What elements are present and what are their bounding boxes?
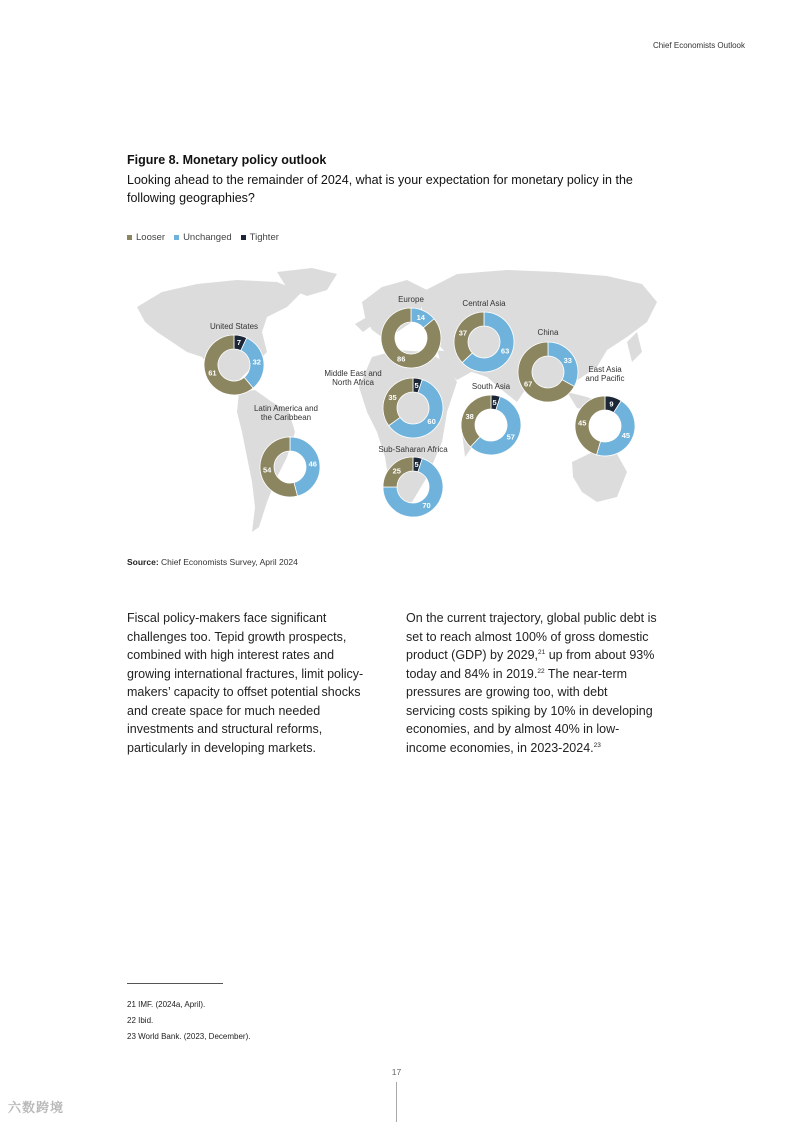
donut-value-label: 46 [308,459,317,469]
region-label: Central Asia [462,299,506,308]
donut-value-label: 5 [414,459,419,469]
legend-item-looser [127,232,165,243]
region-label: Europe [398,295,424,304]
body-text: On the current trajectory, global public debt is set to reach almost 100% of gross domestic product (GDP) by 2029, [406,611,657,662]
donut-value-label: 67 [524,379,533,389]
donut-value-label: 54 [263,465,272,475]
body-column-left: Fiscal policy-makers face significant challenges too. Tepid growth prospects, combined with high interest rates and growing international fractures, limit policy-makers’ capacity to offset potential shocks and create space for much needed investments and structural reforms, particularly in developing markets. [127,611,364,755]
legend-label: Looser [136,232,166,243]
donut-value-label: 60 [427,417,436,427]
donut-value-label: 61 [208,368,217,378]
body-text: up from about 93% today and 84% in 2019. [406,648,655,681]
legend-label: Unchanged [183,232,232,243]
running-header: Chief Economists Outlook [652,41,745,50]
figure-source [127,557,298,567]
legend-label: Tighter [249,232,279,243]
footnote-ref[interactable]: 23 [593,741,601,749]
footnotes [127,997,250,1045]
region-label: South Asia [471,382,511,391]
donut-value-label: 14 [416,312,425,322]
region-label: Sub-Saharan Africa [378,445,448,454]
donut-value-label: 45 [578,418,587,428]
donut-value-label: 63 [500,346,510,356]
footnote-ref[interactable]: 22 [537,667,545,675]
watermark-logo: 六数跨境 [8,1100,65,1115]
region-label: China [537,328,559,337]
footnote-ref[interactable]: 21 [538,648,546,656]
page-divider-line [396,1082,397,1122]
donut-value-label: 33 [563,355,572,365]
legend-swatch [127,235,132,240]
page-number: 17 [391,1067,402,1077]
body-text: The near-term pressures are growing too, with debt servicing costs spiking by 10% in developing economies, and by almost 40% in low-income economies, in 2023-2024. [406,666,653,755]
footnote-item: 22 Ibid. [127,1016,154,1025]
region-label: Latin America and the Caribbean [253,403,319,422]
figure-question: Looking ahead to the remainder of 2024, what is your expectation for monetary policy in the following geographies? [127,173,633,205]
donut-value-label: 45 [621,431,631,441]
donut-value-label: 57 [506,432,515,442]
donut-value-label: 86 [397,354,406,364]
footnote-divider [127,983,223,984]
donut-value-label: 25 [392,466,401,476]
body-column-right [406,609,658,757]
world-map-chart [127,262,667,537]
chart-legend [127,232,279,243]
region-label: East Asia and Pacific [585,364,625,383]
figure-title: Figure 8. Monetary policy outlook [127,153,327,167]
source-label: Source: [127,557,159,567]
footnote-item: 21 IMF. (2024a, April). [127,1000,206,1009]
donut-value-label: 9 [609,399,614,409]
region-label: United States [209,322,259,331]
donut-value-label: 38 [465,412,474,422]
footnote-item: 23 World Bank. (2023, December). [127,1032,251,1041]
legend-item-unchanged [174,232,232,243]
legend-swatch [174,235,179,240]
donut-value-label: 5 [492,397,497,407]
legend-item-tighter [241,232,279,243]
source-text: Chief Economists Survey, April 2024 [161,557,298,567]
donut-value-label: 70 [422,501,431,511]
legend-swatch [241,235,246,240]
donut-value-label: 5 [414,380,419,390]
donut-value-label: 35 [388,393,397,403]
donut-value-label: 32 [252,357,261,367]
donut-value-label: 37 [458,328,468,338]
region-label: Middle East and North Africa [324,368,382,387]
donut-value-label: 7 [236,338,242,348]
